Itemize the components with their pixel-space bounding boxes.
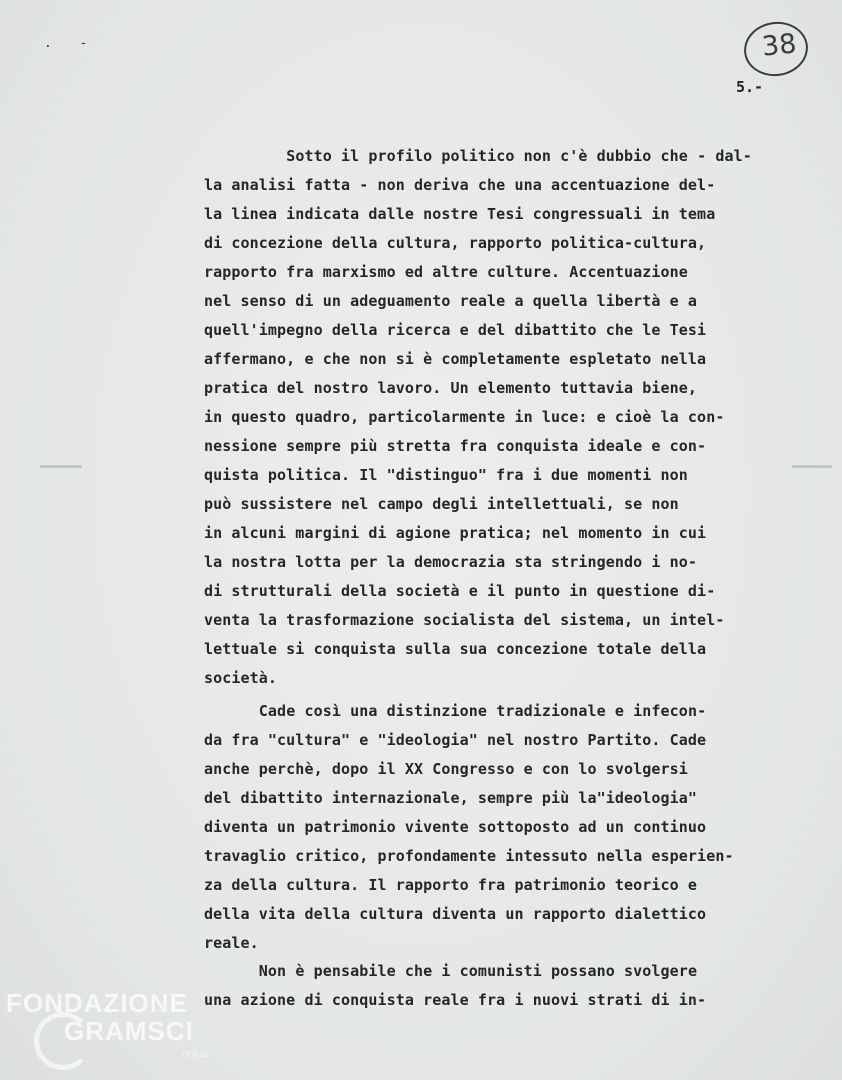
archive-watermark <box>6 988 216 1076</box>
paragraph-text: Sotto il profilo politico non c'è dubbio che - dal- la analisi fatta - non deriva che una accentuazione del- la linea indicata dalle nostre Tesi congressuali in tema di concezione della cultura, rapporto politica-cultura, rapporto fra marxismo ed altre culture. Accentuazione nel senso di un adeguamento reale a quella libertà e a quell'impegno della ricerca e del dibattito che le Tesi affermano, e che non si è completamente espletato nella pratica del nostro lavoro. Un elemento tuttavia biene, in questo quadro, particolarmente in luce: e cioè la con- nessione sempre più stretta fra conquista ideale e con- quista politica. Il "distinguo" fra i due momenti non può sussistere nel campo degli intellettuali, se non in alcuni margini di agione pratica; nel momento in cui la nostra lotta per la democrazia sta stringendo i no- di strutturali della società e il punto in questione di- venta la trasformazione socialista del sistema, un intel- lettuale si conquista sulla sua concezione totale della società. <box>204 147 752 687</box>
paragraph-indent <box>204 702 259 720</box>
body-paragraph <box>204 697 734 958</box>
watermark-ring-icon <box>34 1012 92 1070</box>
paragraph-text: Cade così una distinzione tradizionale e infecon- da fra "cultura" e "ideologia" nel nostro Partito. Cade anche perchè, dopo il XX Congresso e con lo svolgersi del dibattito internazionale, sempre più la"ideologia" diventa un patrimonio vivente sottoposto ad un continuo travaglio critico, profondamente intessuto nella esperien- za della cultura. Il rapporto fra patrimonio teorico e della vita della cultura diventa un rapporto dialettico reale. <box>204 702 734 952</box>
margin-marks: . - <box>44 36 98 51</box>
typed-page-number: 5.- <box>736 78 764 96</box>
body-paragraph <box>204 957 706 1015</box>
watermark-line1: FONDAZIONE <box>6 988 188 1018</box>
watermark-line2: GRAMSCI <box>64 1016 194 1046</box>
paragraph-indent <box>204 962 259 980</box>
paragraph-text: Non è pensabile che i comunisti possano svolgere una azione di conquista reale fra i nuovi strati di in- <box>204 962 707 1009</box>
archive-page-number: 38 <box>760 28 798 63</box>
body-paragraph <box>204 142 752 693</box>
punch-mark-right <box>792 465 832 468</box>
paragraph-indent <box>204 147 286 165</box>
watermark-suffix: onlus <box>182 1048 209 1060</box>
punch-mark-left <box>40 465 82 468</box>
